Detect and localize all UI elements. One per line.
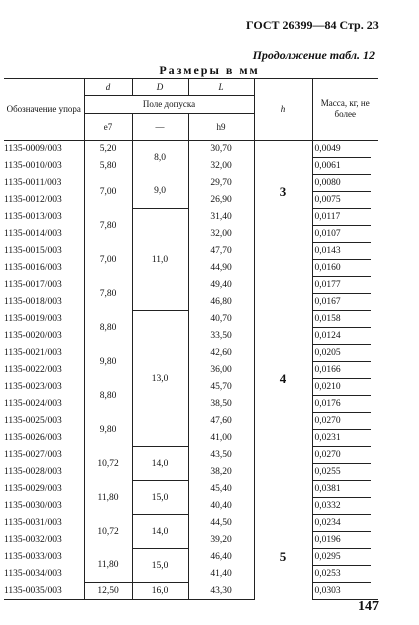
D-value: 11,0 (132, 209, 188, 311)
table-row (4, 566, 378, 583)
L-value: 45,40 (188, 481, 254, 498)
mass-value: 0,0176 (313, 397, 371, 413)
mass-value: 0,0080 (313, 176, 371, 192)
row-code: 1135-0032/003 (4, 532, 84, 549)
D-value: 9,0 (132, 175, 188, 209)
L-value: 46,40 (188, 549, 254, 566)
d-value: 5,80 (84, 158, 132, 175)
L-value: 32,00 (188, 226, 254, 243)
table-row (4, 192, 378, 209)
L-value: 36,00 (188, 362, 254, 379)
L-value: 47,70 (188, 243, 254, 260)
row-code: 1135-0027/003 (4, 447, 84, 464)
row-code: 1135-0019/003 (4, 311, 84, 328)
table-row (4, 294, 378, 311)
table-row (4, 447, 378, 464)
d-value: 8,80 (84, 311, 132, 345)
header-D: D (132, 79, 188, 96)
L-value: 45,70 (188, 379, 254, 396)
row-code: 1135-0033/003 (4, 549, 84, 566)
table-row (4, 583, 378, 600)
header-tol-D: — (132, 113, 188, 140)
mass-value: 0,0253 (313, 567, 371, 583)
mass-value: 0,0255 (313, 465, 371, 481)
L-value: 44,50 (188, 515, 254, 532)
row-code: 1135-0020/003 (4, 328, 84, 345)
row-code: 1135-0025/003 (4, 413, 84, 430)
mass-value: 0,0295 (313, 550, 371, 566)
table-row (4, 311, 378, 328)
d-value: 7,80 (84, 277, 132, 311)
mass-value: 0,0061 (313, 159, 371, 175)
L-value: 42,60 (188, 345, 254, 362)
page-number: 147 (358, 599, 379, 614)
mass-value: 0,0205 (313, 346, 371, 362)
row-code: 1135-0018/003 (4, 294, 84, 311)
L-value: 31,40 (188, 209, 254, 226)
L-value: 33,50 (188, 328, 254, 345)
table-row (4, 140, 378, 158)
d-value: 5,20 (84, 140, 132, 158)
d-value: 7,80 (84, 209, 132, 243)
table-row (4, 549, 378, 566)
d-value: 7,00 (84, 175, 132, 209)
header-tol-d: e7 (84, 113, 132, 140)
row-code: 1135-0021/003 (4, 345, 84, 362)
row-code: 1135-0015/003 (4, 243, 84, 260)
header-designation: Обозначение упора (4, 79, 84, 141)
mass-value: 0,0177 (313, 278, 371, 294)
L-value: 26,90 (188, 192, 254, 209)
L-value: 41,40 (188, 566, 254, 583)
d-value: 11,80 (84, 549, 132, 583)
table-row (4, 379, 378, 396)
mass-value: 0,0158 (313, 312, 371, 328)
row-code: 1135-0026/003 (4, 430, 84, 447)
table-row (4, 260, 378, 277)
L-value: 43,30 (188, 583, 254, 600)
row-code: 1135-0009/003 (4, 140, 84, 158)
L-value: 43,50 (188, 447, 254, 464)
table-continuation-title: Продолжение табл. 12 (252, 48, 375, 62)
d-value: 11,80 (84, 481, 132, 515)
table-row (4, 413, 378, 430)
table-row (4, 175, 378, 192)
d-value: 7,00 (84, 243, 132, 277)
L-value: 38,20 (188, 464, 254, 481)
row-code: 1135-0014/003 (4, 226, 84, 243)
row-code: 1135-0022/003 (4, 362, 84, 379)
L-value: 40,70 (188, 311, 254, 328)
D-value: 15,0 (132, 549, 188, 583)
table-row (4, 277, 378, 294)
row-code: 1135-0011/003 (4, 175, 84, 192)
table-row (4, 345, 378, 362)
D-value: 13,0 (132, 311, 188, 447)
header-d: d (84, 79, 132, 96)
h-value: 3 (254, 140, 312, 243)
mass-value: 0,0075 (313, 193, 371, 209)
mass-value: 0,0303 (314, 585, 341, 596)
row-code: 1135-0035/003 (4, 583, 84, 600)
table-row (4, 243, 378, 260)
D-value: 8,0 (132, 140, 188, 175)
mass-value: 0,0107 (313, 227, 371, 243)
row-code: 1135-0016/003 (4, 260, 84, 277)
L-value: 38,50 (188, 396, 254, 413)
L-value: 40,40 (188, 498, 254, 515)
mass-value: 0,0160 (313, 261, 371, 277)
mass-value: 0,0234 (313, 516, 371, 532)
header-L: L (188, 79, 254, 96)
table-row (4, 532, 378, 549)
dimensions-table (4, 78, 378, 600)
header-tol-L: h9 (188, 113, 254, 140)
table-row (4, 515, 378, 532)
mass-value: 0,0381 (313, 482, 371, 498)
table-row (4, 362, 378, 379)
mass-value: 0,0049 (313, 142, 371, 158)
L-value: 32,00 (188, 158, 254, 175)
header-tolerance: Поле допуска (84, 96, 254, 113)
L-value: 30,70 (188, 140, 254, 158)
row-code: 1135-0031/003 (4, 515, 84, 532)
d-value: 8,80 (84, 379, 132, 413)
mass-value: 0,0210 (313, 380, 371, 396)
L-value: 44,90 (188, 260, 254, 277)
D-value: 16,0 (132, 583, 188, 600)
table-row (4, 396, 378, 413)
table-row (4, 481, 378, 498)
D-value: 14,0 (132, 447, 188, 481)
table-row (4, 226, 378, 243)
L-value: 39,20 (188, 532, 254, 549)
row-code: 1135-0010/003 (4, 158, 84, 175)
row-code: 1135-0028/003 (4, 464, 84, 481)
L-value: 46,80 (188, 294, 254, 311)
dimensions-caption: Размеры в мм (159, 63, 260, 77)
D-value: 14,0 (132, 515, 188, 549)
table-row (4, 328, 378, 345)
header-mass: Масса, кг, не более (312, 79, 378, 141)
row-code: 1135-0013/003 (4, 209, 84, 226)
d-value: 12,50 (84, 583, 132, 600)
L-value: 47,60 (188, 413, 254, 430)
document-header: ГОСТ 26399—84 Стр. 23 (246, 18, 379, 32)
mass-value: 0,0332 (313, 499, 371, 515)
row-code: 1135-0030/003 (4, 498, 84, 515)
row-code: 1135-0024/003 (4, 396, 84, 413)
mass-value: 0,0143 (313, 244, 371, 260)
mass-value: 0,0166 (313, 363, 371, 379)
h-value: 4 (254, 243, 312, 515)
d-value: 9,80 (84, 413, 132, 447)
mass-value: 0,0270 (313, 414, 371, 430)
d-value: 10,72 (84, 515, 132, 549)
row-code: 1135-0017/003 (4, 277, 84, 294)
D-value: 15,0 (132, 481, 188, 515)
row-code: 1135-0034/003 (4, 566, 84, 583)
mass-value: 0,0117 (313, 210, 371, 226)
mass-value: 0,0124 (313, 329, 371, 345)
row-code: 1135-0023/003 (4, 379, 84, 396)
row-code: 1135-0012/003 (4, 192, 84, 209)
table-row (4, 430, 378, 447)
d-value: 9,80 (84, 345, 132, 379)
mass-value: 0,0231 (313, 431, 371, 447)
row-code: 1135-0029/003 (4, 481, 84, 498)
L-value: 49,40 (188, 277, 254, 294)
mass-value: 0,0167 (313, 295, 371, 311)
table-row (4, 498, 378, 515)
table-row (4, 158, 378, 175)
table-row (4, 209, 378, 226)
h-value: 5 (254, 515, 312, 600)
mass-value: 0,0270 (313, 448, 371, 464)
table-row (4, 464, 378, 481)
d-value: 10,72 (84, 447, 132, 481)
L-value: 29,70 (188, 175, 254, 192)
L-value: 41,00 (188, 430, 254, 447)
mass-value: 0,0196 (313, 533, 371, 549)
header-h: h (254, 79, 312, 141)
